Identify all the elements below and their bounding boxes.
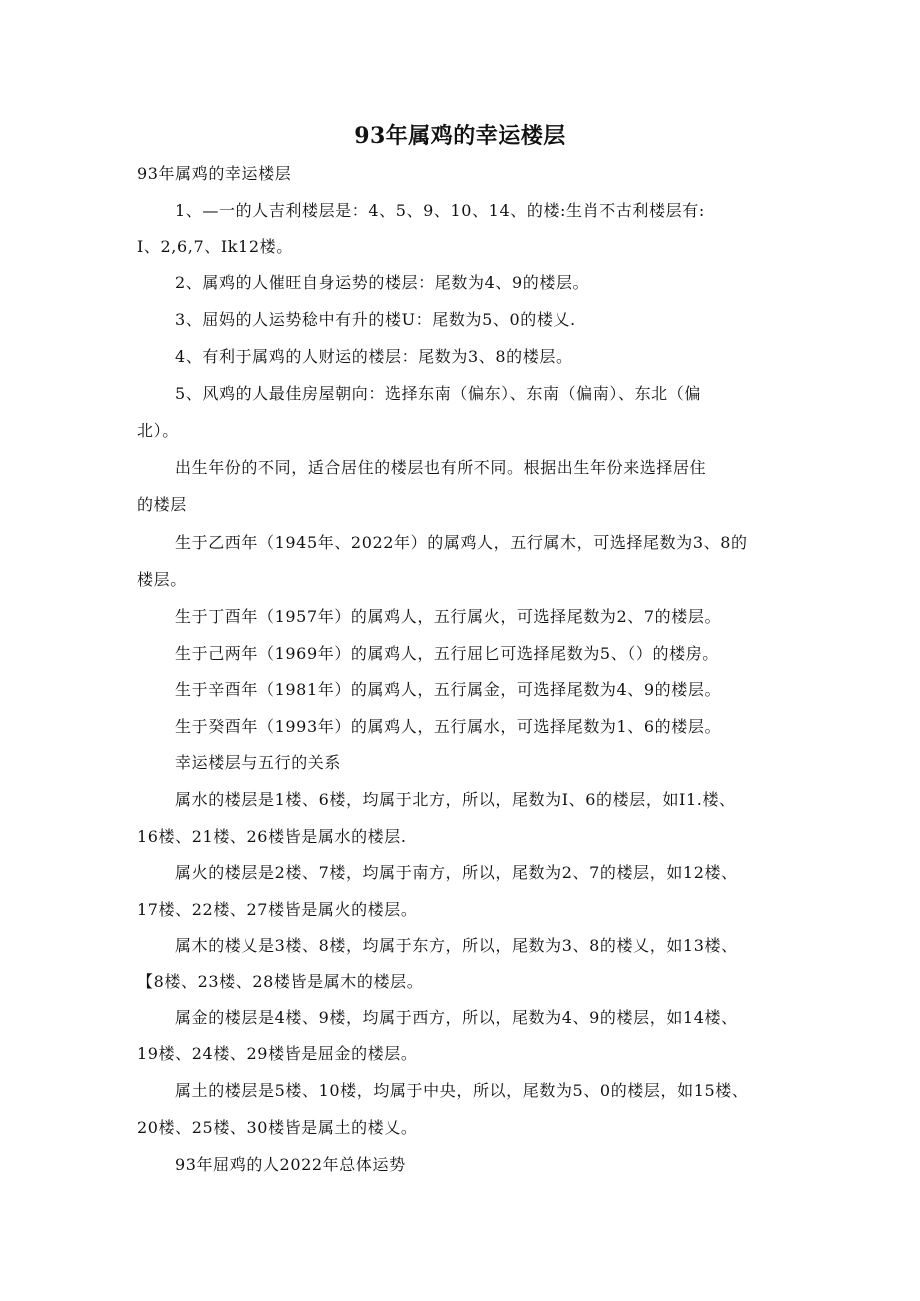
text-line: 生于癸酉年（1993年）的属鸡人，五行属水，可选择尾数为1、6的楼层。 — [175, 717, 722, 736]
text-line: 4、有利于属鸡的人财运的楼层：尾数为3、8的楼层。 — [175, 347, 573, 366]
section-heading: 93年屈鸡的人2022年总体运势 — [175, 1155, 406, 1174]
text-line: 的楼层 — [137, 495, 187, 514]
text-line: 20楼、25楼、30楼皆是属土的楼乂。 — [137, 1118, 418, 1137]
text-line: 1、—一的人吉利楼层是：4、5、9、10、14、的楼:生肖不古利楼层有: — [175, 201, 705, 220]
text-line: 生于丁酉年（1957年）的属鸡人，五行属火，可选择尾数为2、7的楼层。 — [175, 607, 722, 626]
text-line: 属火的楼层是2楼、7楼，均属于南方，所以，尾数为2、7的楼层，如12楼、 — [175, 863, 738, 882]
text-line: 属金的楼层是4楼、9楼，均属于西方，所以，尾数为4、9的楼层，如14楼、 — [175, 1008, 738, 1027]
text-line: 楼层。 — [137, 570, 187, 589]
text-line: 生于乙西年（1945年、2022年）的属鸡人，五行属木，可选择尾数为3、8的 — [175, 533, 748, 552]
text-line: 【8楼、23楼、28楼皆是属木的楼层。 — [137, 972, 424, 991]
text-line: 生于辛酉年（1981年）的属鸡人，五行属金，可选择尾数为4、9的楼层。 — [175, 680, 722, 699]
page-title: 93年属鸡的幸运楼层 — [354, 123, 566, 149]
text-line: I、2,6,7、Ik12楼。 — [137, 237, 293, 256]
text-line: 北）。 — [137, 421, 179, 440]
text-line: 19楼、24楼、29楼皆是屈金的楼层。 — [137, 1044, 418, 1063]
section-heading: 幸运楼层与五行的关系 — [175, 753, 342, 772]
text-line: 属水的楼层是1楼、6楼，均属于北方，所以，尾数为I、6的楼层，如I1.楼、 — [175, 790, 736, 809]
text-line: 17楼、22楼、27楼皆是属火的楼层。 — [137, 900, 418, 919]
text-line: 3、屈妈的人运势稔中有升的楼U：尾数为5、0的楼乂. — [175, 310, 576, 329]
subtitle: 93年属鸡的幸运楼层 — [137, 164, 292, 183]
text-line: 2、属鸡的人催旺自身运势的楼层：尾数为4、9的楼层。 — [175, 273, 590, 292]
text-line: 出生年份的不同，适合居住的楼层也有所不同。根据出生年份来选择居住 — [175, 458, 707, 477]
text-line: 5、风鸡的人最佳房屋朝向：选择东南（偏东）、东南（偏南）、东北（偏 — [175, 384, 701, 403]
text-line: 生于己两年（1969年）的属鸡人，五行屈匕可选择尾数为5、（）的楼房。 — [175, 644, 719, 663]
text-line: 16楼、21楼、26楼皆是属水的楼层. — [137, 827, 407, 846]
text-line: 属土的楼层是5楼、10楼，均属于中央，所以，尾数为5、0的楼层，如15楼、 — [175, 1081, 749, 1100]
text-line: 属木的楼乂是3楼、8楼，均属于东方，所以，尾数为3、8的楼乂，如13楼、 — [175, 936, 738, 955]
